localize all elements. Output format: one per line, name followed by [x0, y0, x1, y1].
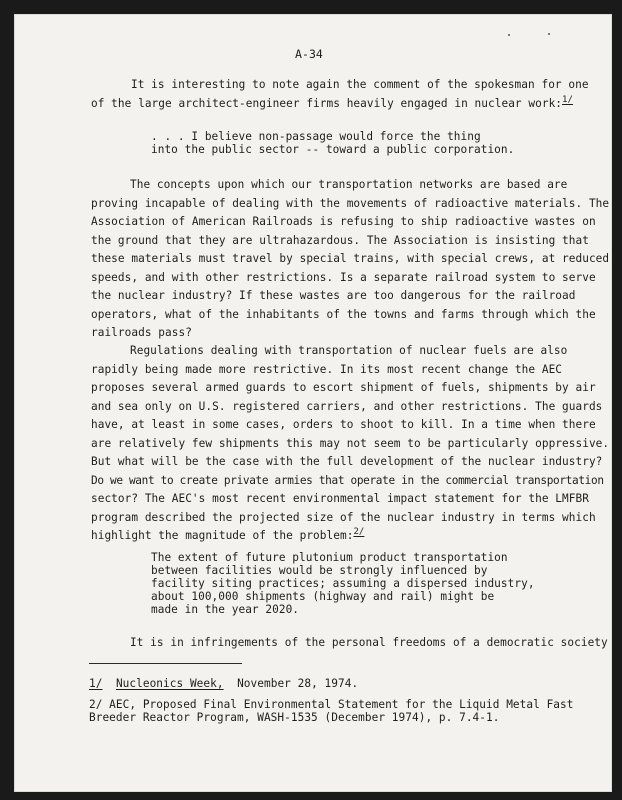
p3-line-9: sector? The AEC's most recent environmental impact statement for the LMFBR	[91, 492, 589, 505]
p2-line-5: these materials must travel by special trains, with special crews, at reduced	[91, 252, 610, 265]
p2-line-6: speeds, and with other restrictions. Is a separate railroad system to serve	[91, 271, 596, 284]
p3-line-5: have, at least in some cases, orders to shoot to kill. In a time when there	[91, 418, 596, 431]
p3-line-2: rapidly being made more restrictive. In its most recent change the AEC	[91, 363, 563, 376]
footnote-2-line-2: Breeder Reactor Program, WASH-1535 (December 1974), p. 7.4-1.	[89, 711, 500, 724]
footnote-ref-1: 1/	[562, 95, 573, 105]
quote2-line-3: facility siting practices; assuming a dispersed industry,	[151, 577, 535, 590]
speck	[548, 33, 550, 35]
document-page	[14, 14, 612, 792]
footnote-rule	[89, 663, 242, 664]
p2-line-7: the nuclear industry? If these wastes are too dangerous for the railroad	[91, 289, 576, 302]
quote2-line-1: The extent of future plutonium product transportation	[151, 551, 508, 564]
footnote-1-date: November 28, 1974.	[237, 677, 359, 690]
p3-line-11-text: highlight the magnitude of the problem:	[91, 529, 354, 542]
p3-line-7: But what will be the case with the full development of the nuclear industry?	[91, 455, 603, 468]
quote1-line-1: . . . I believe non-passage would force the thing	[151, 130, 481, 143]
p1-line-1: It is interesting to note again the comment of the spokesman for one	[131, 78, 589, 91]
footnote-1	[89, 678, 358, 690]
p3-line-1: Regulations dealing with transportation of nuclear fuels are also	[130, 344, 568, 357]
footnote-1-mark: 1/	[89, 677, 103, 690]
quote2-line-2: between facilities would be strongly influenced by	[151, 564, 488, 577]
speck	[508, 34, 510, 36]
quote2-line-5: made in the year 2020.	[151, 603, 300, 616]
footnote-2-line-1: 2/ AEC, Proposed Final Environmental Statement for the Liquid Metal Fast	[89, 698, 574, 711]
p3-line-10: program described the projected size of the nuclear industry in terms which	[91, 511, 596, 524]
p2-line-9: railroads pass?	[91, 326, 192, 339]
p3-line-4: and sea only on U.S. registered carriers, and other restrictions. The guards	[91, 400, 603, 413]
p3-line-8: Do we want to create private armies that operate in the commercial transportation	[91, 474, 604, 487]
footnote-ref-2: 2/	[353, 527, 365, 537]
p4-line-1: It is in infringements of the personal freedoms of a democratic society	[130, 636, 608, 649]
p1-line-2-text: of the large architect-engineer firms heavily engaged in nuclear work:	[91, 97, 563, 110]
p2-line-1: The concepts upon which our transportation networks are based are	[130, 178, 568, 191]
p2-line-8: operators, what of the inhabitants of the towns and farms through which the	[91, 308, 596, 321]
p2-line-3: Association of American Railroads is refusing to ship radioactive wastes on	[91, 215, 596, 228]
p3-line-6: are relatively few shipments this may not seem to be particularly oppressive.	[91, 437, 610, 450]
footnote-1-source: Nucleonics Week,	[115, 677, 224, 690]
quote1-line-2: into the public sector -- toward a public corporation.	[151, 143, 515, 156]
p3-line-11	[91, 527, 365, 543]
page-number: A-34	[295, 47, 323, 61]
quote2-line-4: about 100,000 shipments (highway and rail) might be	[151, 590, 495, 603]
p2-line-4: the ground that they are ultrahazardous. The Association is insisting that	[91, 234, 589, 247]
p2-line-2: proving incapable of dealing with the movements of radioactive materials. The	[91, 197, 610, 210]
p1-line-2	[91, 95, 573, 111]
p3-line-3: proposes several armed guards to escort shipment of fuels, shipments by air	[91, 381, 596, 394]
